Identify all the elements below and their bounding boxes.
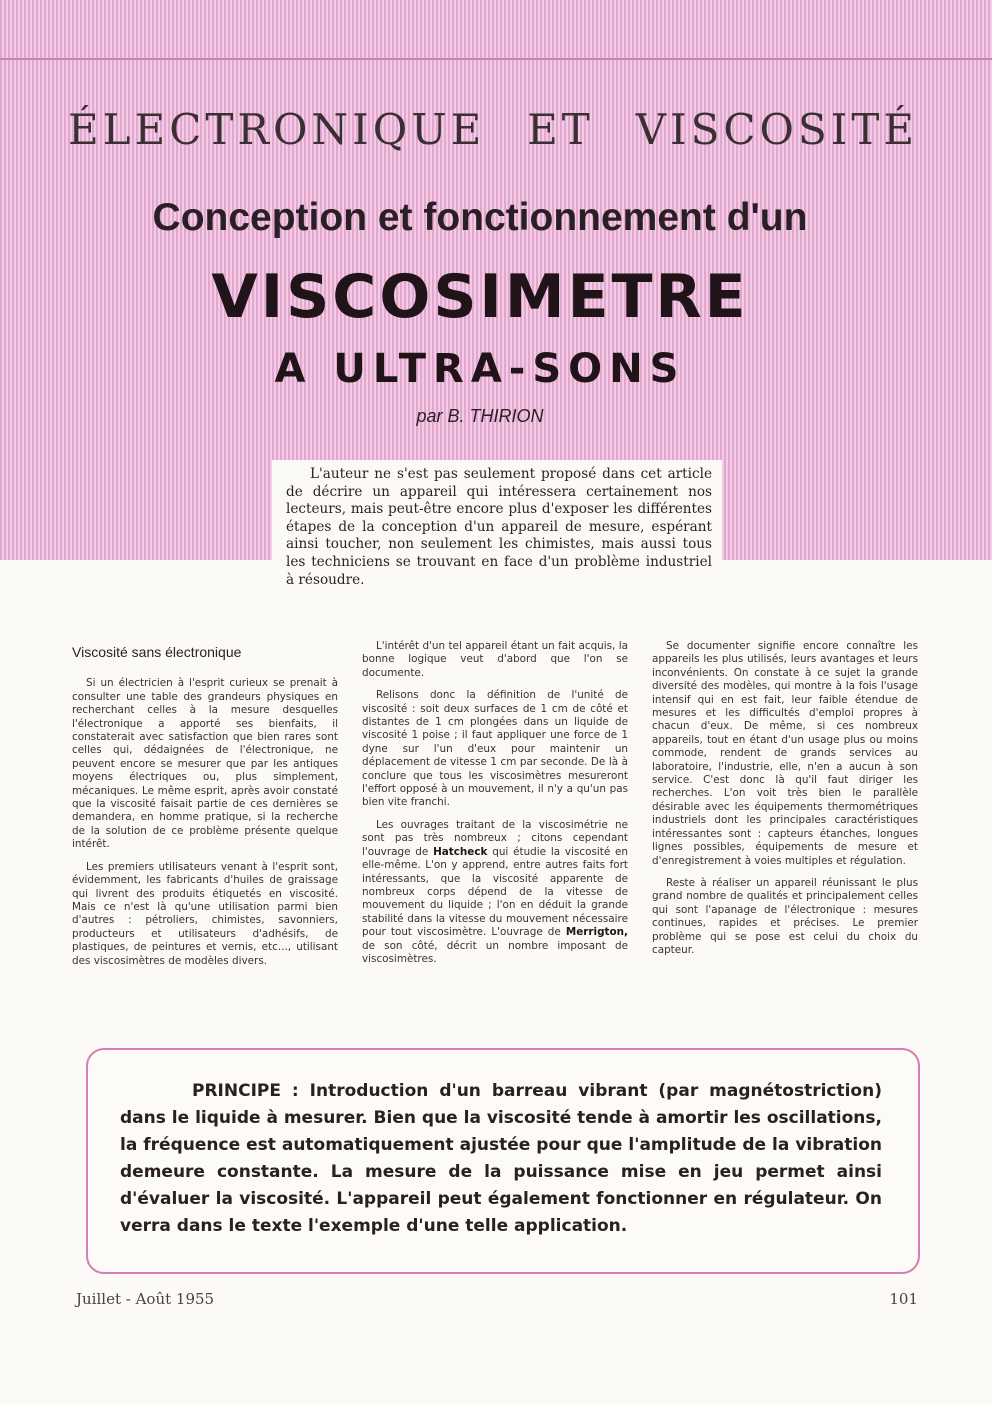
article-title-line2: A ULTRA-SONS: [274, 346, 686, 392]
kicker-heading: [68, 100, 918, 158]
column-paragraph: Reste à réaliser un appareil réunissant le plus grand nombre de qualités et principalement celles qui sont l'apanage de l'électronique : mesures continues, rapides et précises. Le premier problème qui se pose est celui du choix du capteur.: [652, 876, 918, 956]
principle-text: PRINCIPE : Introduction d'un barreau vibrant (par magnétostriction) dans le liquide à mesurer. Bien que la viscosité tende à amortir les oscillations, la fréquence est automatiquement ajustée pour que l'amplitude de la vibration demeure constante. La mesure de la puissance mise en jeu permet ainsi d'évaluer la viscosité. L'appareil peut également fonctionner en régulateur. On verra dans le texte l'exemple d'une telle application.: [120, 1081, 882, 1236]
paragraph-text: qui étudie la viscosité en elle-même. L'on y apprend, entre autres faits fort intéressants, que la viscosité apparente de nombreux corps dépend de la vitesse de mouvement du liquide ; l'on en déduit la grande stabilité dans la vitesse du mouvement nécessaire pour tout viscosimètre. L'ouvrage de: [362, 845, 628, 939]
column-paragraph: Relisons donc la définition de l'unité de viscosité : soit deux surfaces de 1 cm de côté et distantes de 1 cm plongées dans un liquide de viscosité 1 poise ; il faut appliquer une force de 1 dyne sur l'un d'eux pour maintenir un déplacement de vitesse 1 cm par seconde. De là à conclure que tous les viscosimètres mesureront l'effort opposé à un mouvement, il n'y a qu'un pas bien vite franchi.: [362, 689, 628, 809]
text-column-2: [362, 640, 628, 975]
section-heading: Viscosité sans électronique: [72, 644, 242, 660]
footer-issue-date: Juillet - Août 1955: [76, 1290, 215, 1308]
column-paragraph: Si un électricien à l'esprit curieux se prenait à consulter une table des grandeurs physiques en recherchant celles à la mesure desquelles l'électronique a apporté ses bienfaits, il constaterait avec satisfaction que bien rares sont celles qui, dédaignées de l'électronique, ne peuvent encore se mesurer que par les antiques moyens électriques ou, plus simplement, mécaniques. Le même esprit, après avoir constaté que la viscosité faisait partie de ces dernières se demandera, en homme pratique, si la recherche de la solution de ce problème présente quelque intérêt.: [72, 677, 338, 851]
intro-paragraph: L'auteur ne s'est pas seulement proposé dans cet article de décrire un appareil qui intéressera certainement nos lecteurs, mais peut-être encore plus d'exposer les différentes étapes de la conception d'un appareil de mesure, espérant ainsi toucher, non seulement les chimistes, mais aussi tous les techniciens se trouvant en face d'un problème industriel à résoudre.: [272, 460, 722, 608]
author-byline: par B. THIRION: [416, 406, 544, 426]
paragraph-text: Les ouvrages traitant de la viscosimétrie ne sont pas très nombreux ; citons cependant l'ouvrage de: [362, 818, 628, 858]
kicker-word-1: ÉLECTRONIQUE: [68, 104, 486, 154]
kicker-word-3: VISCOSITÉ: [635, 104, 918, 154]
banner-band: [0, 58, 992, 60]
column-paragraph: Se documenter signifie encore connaître les appareils les plus utilisés, leurs avantages et leurs inconvénients. On constate à ce sujet la grande diversité des modèles, qui montre à la fois l'usage intensif qui en est fait, leur faible étendue de mesures et les difficultés d'emploi propres à chacun d'eux. De même, si ces nombreux appareils, tout en étant d'un usage plus ou moins commode, rendent de grands services au laboratoire, l'industrie, elle, n'en a aucun à son service. C'est donc là qu'il faut diriger les recherches. L'on voit très bien le parallèle désirable avec les équipements thermométriques industriels dont les principales caractéristiques intéressantes sont : capteurs étanches, longues lignes possibles, équipements de mesure et d'enregistrement à voies multiples et régulation.: [652, 640, 918, 867]
page-number: 101: [889, 1290, 918, 1308]
text-column-3: [652, 640, 918, 966]
article-title: VISCOSIMETRE: [211, 262, 749, 332]
column-paragraph: Les premiers utilisateurs venant à l'esprit sont, évidemment, les fabricants d'huiles de graissage qui livrent des produits étiquetés en viscosité. Mais ce n'est là qu'une utilisation parmi bien d'autres : pétroliers, chimistes, savonniers, producteurs et utilisateurs d'adhésifs, de plastiques, de peintures et vernis, etc..., utilisant des viscosimètres de modèles divers.: [72, 860, 338, 967]
paragraph-text: de son côté, décrit un nombre imposant de viscosimètres.: [362, 939, 628, 965]
principle-box: [86, 1048, 920, 1274]
article-subtitle: Conception et fonctionnement d'un: [152, 196, 808, 239]
author-reference-hatcheck: Hatcheck: [433, 845, 488, 858]
column-paragraph: L'intérêt d'un tel appareil étant un fait acquis, la bonne logique veut d'abord que l'on se documente.: [362, 640, 628, 679]
column-paragraph: [362, 819, 628, 966]
text-column-1: [72, 646, 338, 977]
kicker-word-2: ET: [527, 104, 594, 154]
author-reference-merrigton: Merrigton,: [565, 926, 628, 939]
